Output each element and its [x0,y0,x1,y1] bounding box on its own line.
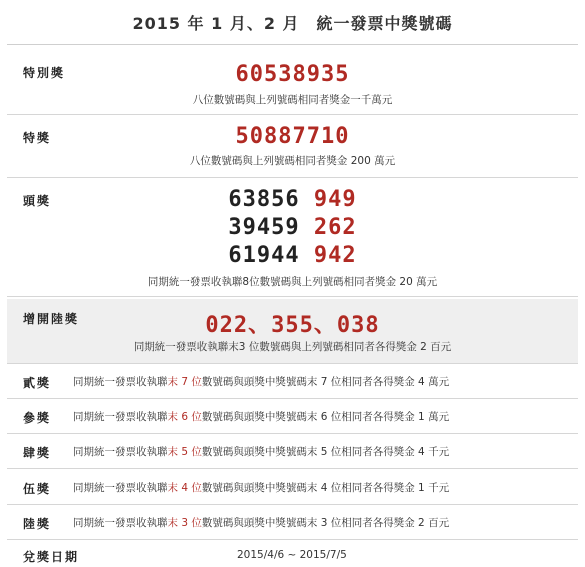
section-divider [7,468,578,469]
grand-prize-number: 50887710 [235,124,350,149]
desc-highlight: 末 7 位 [167,376,202,388]
desc-text: 同期統一發票收執聯 [73,376,168,388]
first-prize-number-2 [7,215,578,240]
third-prize-row [7,409,578,443]
desc-highlight: 末 3 位 [167,517,202,529]
fifth-prize-row [7,480,578,514]
fourth-prize-desc [73,444,449,459]
fourth-prize-label: 肆獎 [23,446,52,460]
first-prize-number-prefix: 39459 [228,215,300,240]
desc-text: 數號碼與頭獎中獎號碼末 5 位相同者各得獎金 4 千元 [201,446,450,458]
first-prize-number-prefix: 61944 [228,243,300,268]
special-prize-number: 60538935 [235,62,350,87]
section-divider [7,398,578,399]
additional-sixth-numbers: 022、355、038 [205,313,380,338]
page-title: 2015 年 1 月、2 月 統一發票中獎號碼 [132,14,453,33]
third-prize-label: 參獎 [23,411,52,425]
desc-highlight: 末 4 位 [167,482,202,494]
section-divider [7,504,578,505]
first-prize-label: 頭獎 [23,194,52,208]
title-divider [7,44,578,45]
second-prize-desc [73,374,449,389]
grand-prize-note: 八位數號碼與上列號碼相同者獎金 200 萬元 [189,155,396,167]
additional-sixth-label: 增開陸獎 [23,312,80,326]
fifth-prize-desc [73,480,449,495]
section-divider [7,114,578,115]
desc-text: 數號碼與頭獎中獎號碼末 3 位相同者各得獎金 2 百元 [201,517,450,529]
second-prize-label: 貳獎 [23,376,52,390]
fourth-prize-row [7,444,578,478]
first-prize-number-1 [7,187,578,212]
first-prize-number-suffix: 949 [313,187,357,212]
section-divider [7,363,578,364]
desc-text: 同期統一發票收執聯 [73,517,168,529]
section-divider [7,433,578,434]
redemption-label: 兌獎日期 [23,550,80,564]
first-prize-number-suffix: 262 [313,215,357,240]
desc-text: 數號碼與頭獎中獎號碼末 4 位相同者各得獎金 1 千元 [201,482,450,494]
first-prize-note: 同期統一發票收執聯8位數號碼與上列號碼相同者獎金 20 萬元 [147,276,438,288]
section-divider [7,539,578,540]
additional-sixth-section [7,304,578,360]
section-divider [7,177,578,178]
sixth-prize-desc [73,515,449,530]
desc-text: 同期統一發票收執聯 [73,411,168,423]
special-prize-label: 特別獎 [23,66,66,80]
special-prize-section [7,56,578,106]
first-prize-section [7,184,578,294]
sixth-prize-row [7,515,578,549]
first-prize-number-suffix: 942 [313,243,357,268]
special-prize-note: 八位數號碼與上列號碼相同者獎金一千萬元 [192,94,393,106]
desc-text: 數號碼與頭獎中獎號碼末 6 位相同者各得獎金 1 萬元 [201,411,450,423]
additional-sixth-note: 同期統一發票收執聯末3 位數號碼與上列號碼相同者各得獎金 2 百元 [133,341,452,353]
second-prize-row [7,374,578,408]
desc-highlight: 末 6 位 [167,411,202,423]
desc-text: 數號碼與頭獎中獎號碼末 7 位相同者各得獎金 4 萬元 [201,376,450,388]
third-prize-desc [73,409,449,424]
desc-text: 同期統一發票收執聯 [73,482,168,494]
redemption-row [7,548,578,566]
sixth-prize-label: 陸獎 [23,517,52,531]
desc-text: 同期統一發票收執聯 [73,446,168,458]
desc-highlight: 末 5 位 [167,446,202,458]
first-prize-number-prefix: 63856 [228,187,300,212]
grand-prize-label: 特獎 [23,131,52,145]
section-divider [7,296,578,297]
first-prize-number-3 [7,243,578,268]
fifth-prize-label: 伍獎 [23,482,52,496]
redemption-dates: 2015/4/6 ~ 2015/7/5 [237,549,347,561]
grand-prize-section [7,121,578,171]
